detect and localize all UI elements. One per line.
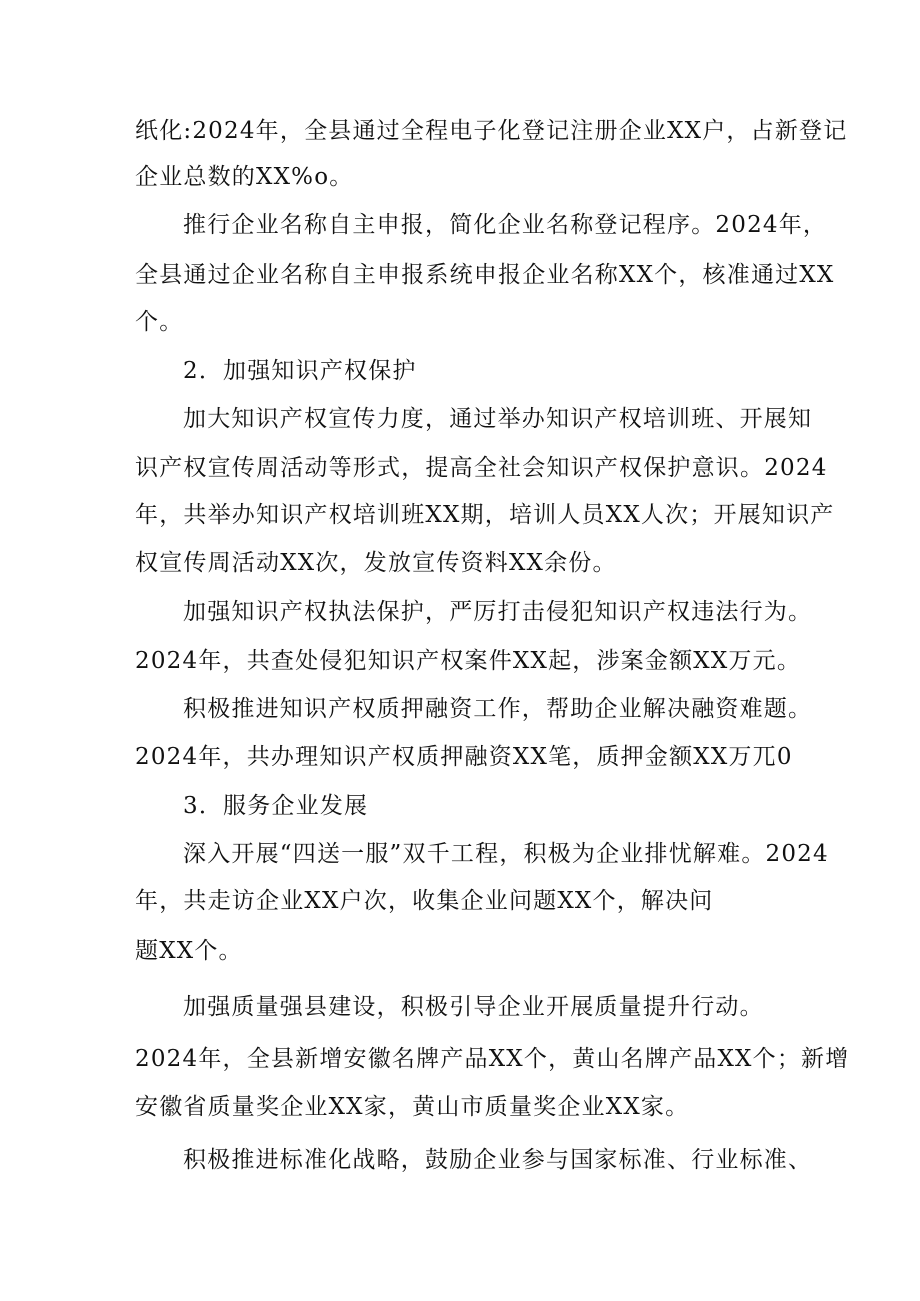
body-text-line: 年，共走访企业XX户次，收集企业问题XX个，解决问 <box>135 888 714 914</box>
body-text-line: 题XX个。 <box>135 938 243 964</box>
paragraph-first-line: 加强质量强县建设，积极引导企业开展质量提升行动。 <box>183 994 764 1020</box>
section-heading: 3．服务企业发展 <box>183 793 369 819</box>
body-text-line: 2024年，全县新增安徽名牌产品XX个，黄山名牌产品XX个；新增 <box>135 1046 850 1072</box>
body-text-line: 年，共举办知识产权培训班XX期，培训人员XX人次；开展知识产 <box>135 502 835 528</box>
body-text-line: 纸化:2024年，全县通过全程电子化登记注册企业XX户，占新登记 <box>135 118 848 144</box>
body-text-line: 2024年，共查处侵犯知识产权案件XX起，涉案金额XX万元。 <box>135 648 802 674</box>
body-text-line: 全县通过企业名称自主申报系统申报企业名称XX个，核准通过XX <box>135 262 835 288</box>
body-text-line: 2024年，共办理知识产权质押融资XX笔，质押金额XX万兀0 <box>135 744 793 770</box>
paragraph-first-line: 加大知识产权宣传力度，通过举办知识产权培训班、开展知 <box>183 406 813 432</box>
paragraph-first-line: 积极推进标准化战略，鼓励企业参与国家标准、行业标准、 <box>183 1147 813 1173</box>
paragraph-first-line: 推行企业名称自主申报，简化企业名称登记程序。2024年， <box>183 212 828 238</box>
body-text-line: 企业总数的XX%o。 <box>135 164 354 190</box>
body-text-line: 识产权宣传周活动等形式，提高全社会知识产权保护意识。2024 <box>135 455 828 481</box>
body-text-line: 安徽省质量奖企业XX家，黄山市质量奖企业XX家。 <box>135 1094 690 1120</box>
section-heading: 2．加强知识产权保护 <box>183 358 417 384</box>
paragraph-first-line: 积极推进知识产权质押融资工作，帮助企业解决融资难题。 <box>183 696 813 722</box>
paragraph-first-line: 深入开展“四送一服”双千工程，积极为企业排忧解难。2024 <box>183 841 829 867</box>
body-text-line: 个。 <box>135 309 184 335</box>
body-text-line: 权宣传周活动XX次，发放宣传资料XX余份。 <box>135 550 617 576</box>
paragraph-first-line: 加强知识产权执法保护，严厉打击侵犯知识产权违法行为。 <box>183 599 813 625</box>
